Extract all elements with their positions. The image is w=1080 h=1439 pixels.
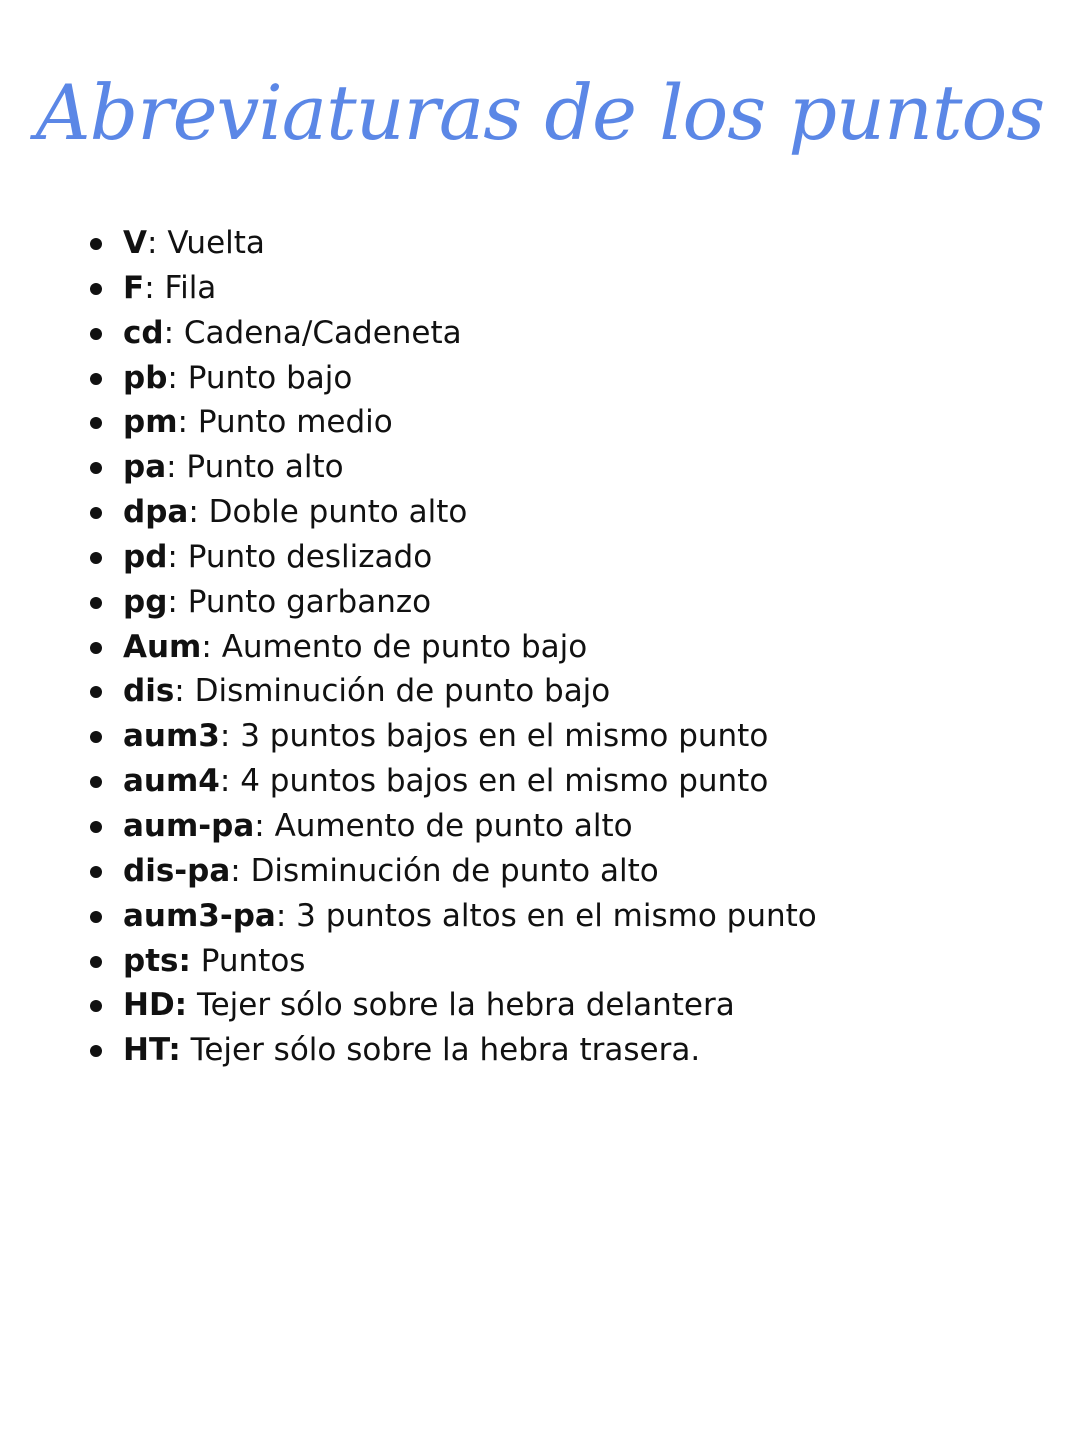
abbreviation-separator: : xyxy=(254,807,275,844)
abbreviation-description: Punto garbanzo xyxy=(187,583,432,620)
abbreviation-term: pm xyxy=(123,404,178,441)
abbreviation-term: pa xyxy=(123,449,167,486)
abbreviation-description: Aumento de punto bajo xyxy=(221,628,588,665)
abbreviation-term: dis xyxy=(123,673,175,710)
list-item xyxy=(86,669,817,714)
bullet-icon xyxy=(90,731,102,743)
list-item xyxy=(86,939,817,984)
abbreviation-separator: : xyxy=(163,314,184,351)
abbreviation-description: Puntos xyxy=(200,942,306,979)
abbreviation-term: aum-pa xyxy=(123,807,255,844)
abbreviation-separator: : xyxy=(144,269,165,306)
abbreviation-description: Disminución de punto bajo xyxy=(194,673,611,710)
abbreviation-list xyxy=(86,221,817,1073)
list-item xyxy=(86,714,817,759)
list-item xyxy=(86,804,817,849)
abbreviation-description: Doble punto alto xyxy=(208,494,468,531)
abbreviation-separator: : xyxy=(275,897,297,934)
list-item xyxy=(86,356,817,401)
abbreviation-separator: : xyxy=(219,763,241,800)
bullet-icon xyxy=(90,417,102,429)
abbreviation-description: Punto bajo xyxy=(187,359,353,396)
abbreviation-description: Fila xyxy=(164,269,217,306)
bullet-icon xyxy=(90,866,102,878)
bullet-icon xyxy=(90,462,102,474)
list-item xyxy=(86,849,817,894)
list-item xyxy=(86,535,817,580)
bullet-icon xyxy=(90,328,102,340)
abbreviation-separator: : xyxy=(201,628,222,665)
abbreviation-separator xyxy=(181,1032,191,1068)
abbreviation-description: Aumento de punto alto xyxy=(274,807,633,844)
abbreviation-term: dpa xyxy=(123,494,189,531)
bullet-icon xyxy=(90,507,102,519)
abbreviation-separator: : xyxy=(167,583,188,620)
abbreviation-term: V xyxy=(123,225,147,261)
abbreviation-separator: : xyxy=(188,494,209,531)
bullet-icon xyxy=(90,1000,102,1012)
bullet-icon xyxy=(90,597,102,609)
abbreviation-term: aum3-pa xyxy=(123,897,276,934)
list-item xyxy=(86,580,817,625)
bullet-icon xyxy=(90,642,102,654)
abbreviation-separator: : xyxy=(230,852,251,889)
list-item xyxy=(86,400,817,445)
bullet-icon xyxy=(90,956,102,968)
list-item xyxy=(86,490,817,535)
list-item xyxy=(86,759,817,804)
bullet-icon xyxy=(90,373,102,385)
abbreviation-separator xyxy=(187,987,197,1023)
abbreviation-term: Aum xyxy=(123,628,202,665)
abbreviation-separator: : xyxy=(147,225,168,261)
abbreviation-term: pts: xyxy=(123,942,191,979)
list-item xyxy=(86,311,817,356)
abbreviation-term: aum4 xyxy=(123,763,220,800)
abbreviation-description: Punto alto xyxy=(186,449,344,486)
abbreviation-description: Tejer sólo sobre la hebra delantera xyxy=(196,987,735,1024)
bullet-icon xyxy=(90,552,102,564)
abbreviation-term: cd xyxy=(123,314,164,351)
list-item xyxy=(86,983,817,1028)
abbreviation-description: 4 puntos bajos en el mismo punto xyxy=(240,763,769,800)
abbreviation-term: F xyxy=(123,269,145,306)
abbreviation-term: HD: xyxy=(123,987,188,1024)
bullet-icon xyxy=(90,1045,102,1057)
bullet-icon xyxy=(90,238,102,250)
bullet-icon xyxy=(90,283,102,295)
abbreviation-description: Vuelta xyxy=(167,225,265,261)
abbreviation-term: dis-pa xyxy=(123,852,231,889)
abbreviation-description: Punto deslizado xyxy=(187,538,433,575)
abbreviation-description: Cadena/Cadeneta xyxy=(183,314,462,351)
abbreviation-term: HT: xyxy=(123,1032,181,1069)
abbreviation-separator: : xyxy=(177,404,198,441)
list-item xyxy=(86,625,817,670)
abbreviation-separator: : xyxy=(167,359,188,396)
abbreviation-description: Tejer sólo sobre la hebra trasera. xyxy=(190,1032,701,1069)
list-item xyxy=(86,266,817,311)
bullet-icon xyxy=(90,911,102,923)
abbreviation-term: aum3 xyxy=(123,718,220,755)
bullet-icon xyxy=(90,686,102,698)
abbreviation-term: pb xyxy=(123,359,168,396)
page-title: Abreviaturas de los puntos xyxy=(35,68,1045,157)
abbreviation-separator: : xyxy=(167,538,188,575)
abbreviation-separator xyxy=(191,943,201,979)
list-item xyxy=(86,894,817,939)
abbreviation-description: Disminución de punto alto xyxy=(250,852,659,889)
list-item xyxy=(86,1028,817,1073)
abbreviation-description: Punto medio xyxy=(197,404,393,441)
bullet-icon xyxy=(90,821,102,833)
abbreviation-description: 3 puntos bajos en el mismo punto xyxy=(240,718,769,755)
abbreviation-separator: : xyxy=(174,673,195,710)
list-item xyxy=(86,221,817,266)
abbreviation-term: pd xyxy=(123,538,168,575)
list-item xyxy=(86,445,817,490)
abbreviation-separator: : xyxy=(219,718,241,755)
abbreviation-description: 3 puntos altos en el mismo punto xyxy=(296,897,817,934)
abbreviation-term: pg xyxy=(123,583,168,620)
bullet-icon xyxy=(90,776,102,788)
abbreviation-separator: : xyxy=(166,449,187,486)
